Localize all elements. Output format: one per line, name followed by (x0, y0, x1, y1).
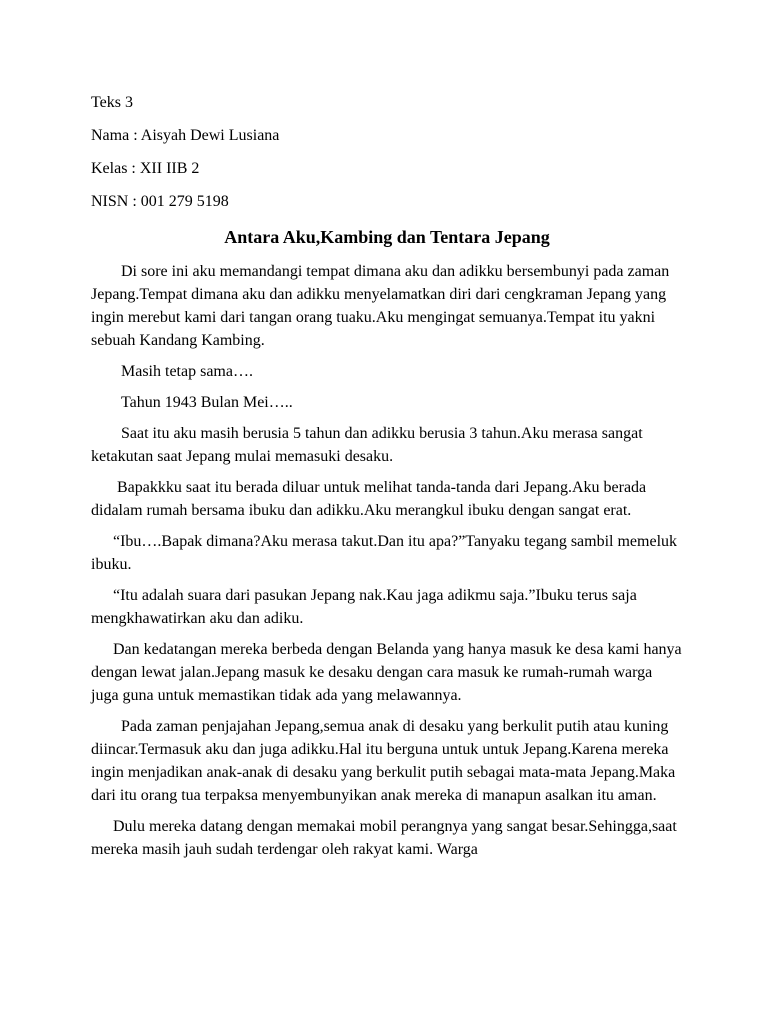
paragraph: Bapakkku saat itu berada diluar untuk melihat tanda-tanda dari Jepang.Aku berada didalam rumah bersama ibuku dan adikku.Aku merangkul ibuku dengan sangat erat. (91, 479, 647, 519)
paragraph: Saat itu aku masih berusia 5 tahun dan adikku berusia 3 tahun.Aku merasa sangat ketakutan saat Jepang mulai memasuki desaku. (91, 425, 643, 465)
paragraph: Dan kedatangan mereka berbeda dengan Belanda yang hanya masuk ke desa kami hanya dengan lewat jalan.Jepang masuk ke desaku dengan cara masuk ke rumah-rumah warga juga guna untuk memastikan tidak ada yang melawannya. (91, 641, 682, 704)
paragraph: Tahun 1943 Bulan Mei….. (121, 394, 293, 411)
story-body (91, 260, 683, 861)
student-nisn: NISN : 001 279 5198 (91, 193, 229, 210)
document-page (91, 92, 683, 869)
paragraph: Dulu mereka datang dengan memakai mobil perangnya yang sangat besar.Sehingga,saat mereka masih jauh sudah terdengar oleh rakyat kami. Warga (91, 818, 677, 858)
paragraph: “Ibu….Bapak dimana?Aku merasa takut.Dan itu apa?”Tanyaku tegang sambil memeluk ibuku. (91, 533, 678, 573)
paragraph: “Itu adalah suara dari pasukan Jepang nak.Kau jaga adikmu saja.”Ibuku terus saja mengkhawatirkan aku dan adiku. (91, 587, 637, 627)
paragraph: Pada zaman penjajahan Jepang,semua anak di desaku yang berkulit putih atau kuning diincar.Termasuk aku dan juga adikku.Hal itu berguna untuk untuk Jepang.Karena mereka ingin menjadikan anak-anak di desaku yang berkulit putih sebagai mata-mata Jepang.Maka dari itu orang tua terpaksa menyembunyikan anak mereka di manapun asalkan itu aman. (91, 718, 676, 804)
paragraph: Masih tetap sama…. (121, 363, 253, 380)
paragraph: Di sore ini aku memandangi tempat dimana aku dan adikku bersembunyi pada zaman Jepang.Tempat dimana aku dan adikku menyelamatkan diri dari cengkraman Jepang yang ingin merebut kami dari tangan orang tuaku.Aku mengingat semuanya.Tempat itu yakni sebuah Kandang Kambing. (91, 263, 670, 349)
student-class: Kelas : XII IIB 2 (91, 160, 200, 177)
text-number: Teks 3 (91, 94, 133, 111)
student-name: Nama : Aisyah Dewi Lusiana (91, 127, 280, 144)
story-title: Antara Aku,Kambing dan Tentara Jepang (224, 227, 550, 247)
